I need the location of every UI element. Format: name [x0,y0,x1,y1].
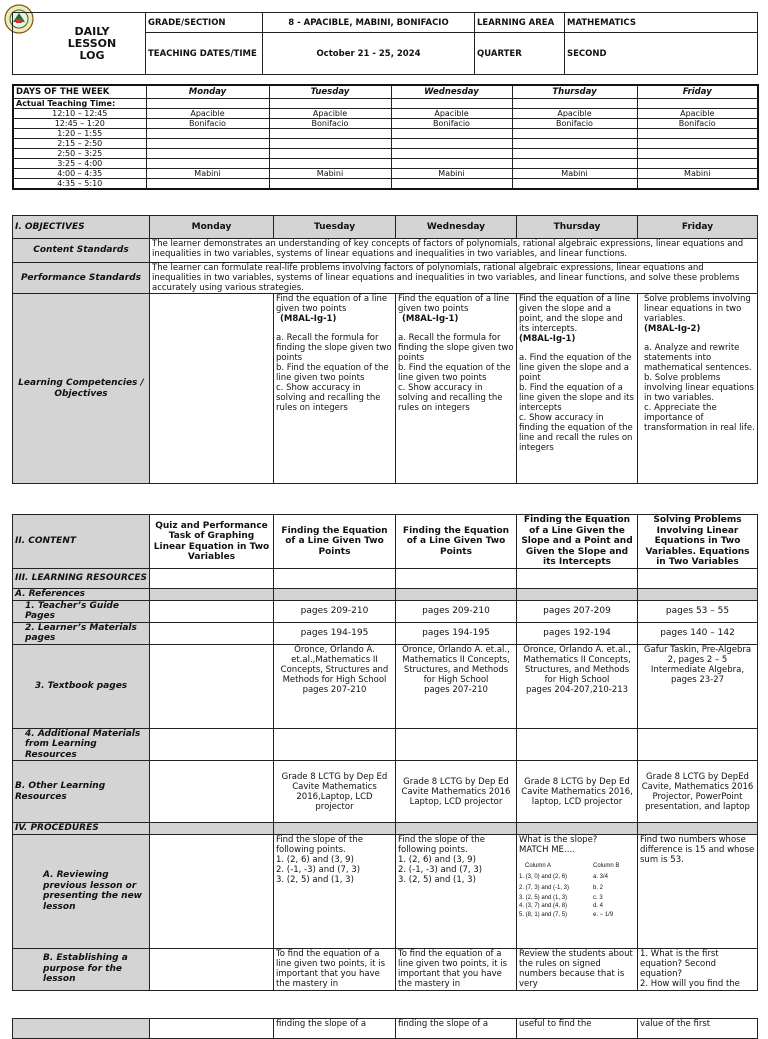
schedule-row [13,138,758,148]
other-resources-cell [150,761,274,823]
teachers-guide-cell: pages 209-210 [274,600,396,622]
match-table [519,861,635,921]
textbook-cell: Oronce, Orlando A. et.al., Mathematics II Concepts, Structures, and Methods for High School pages 204-207,210-213 [517,644,638,728]
continued-cell: value of the first [638,1019,758,1039]
schedule-row [13,118,758,128]
schedule-cell: Mabini [269,168,391,178]
competency-code: (M8AL-Ig-1) [402,314,459,324]
textbook-cell [150,644,274,728]
objectives-heading: I. OBJECTIVES [13,216,150,239]
objectives-day-thursday: Thursday [517,216,638,239]
learners-materials-cell: pages 194-195 [396,622,517,644]
learners-materials-cell: pages 140 – 142 [638,622,758,644]
competency-lead: Find the equation of a line given two points [276,294,388,314]
continued-cell: finding the slope of a [274,1019,396,1039]
match-answer: b. 2 [593,884,604,891]
schedule-cell: Mabini [146,168,269,178]
reviewing-cell [150,834,274,948]
reviewing-cell-thursday [517,834,638,948]
schedule-row [13,158,758,168]
other-resources-label: B. Other Learning Resources [13,761,150,823]
teaching-dates-value: October 21 - 25, 2024 [263,33,475,75]
learning-resources-heading: III. LEARNING RESOURCES [13,569,150,589]
reviewing-cell: Find the slope of the following points. 1. (2, 6) and (3, 9) 2. (-1, -3) and (7, 3) 3. (2, 5) and (1, 3) [396,834,517,948]
reviewing-cell: Find the slope of the following points. 1. (2, 6) and (3, 9) 2. (-1, -3) and (7, 3) 3. (2, 5) and (1, 3) [274,834,396,948]
competency-body: a. Find the equation of the line given the slope and a point b. Find the equation of a line given the slope and its intercepts c. Show accuracy in finding the equation of the line and recall the rules on integers [519,353,634,453]
establishing-cell: To find the equation of a line given two points, it is important that you have the mastery in [396,948,517,990]
schedule-time: 2:15 – 2:50 [13,138,146,148]
continued-cell [150,1019,274,1039]
schedule-time: 4:00 – 4:35 [13,168,146,178]
objectives-table [12,215,758,484]
continued-cell: finding the slope of a [396,1019,517,1039]
schedule-day-friday: Friday [637,85,758,98]
other-resources-cell: Grade 8 LCTG by Dep Ed Cavite Mathematics 2016,Laptop, LCD projector [274,761,396,823]
other-resources-cell: Grade 8 LCTG by Dep Ed Cavite Mathematics 2016 Laptop, LCD projector [396,761,517,823]
other-resources-cell: Grade 8 LCTG by Dep Ed Cavite Mathematics 2016, laptop, LCD projector [517,761,638,823]
procedures-heading: IV. PROCEDURES [13,823,150,835]
match-answer: e. − 1/9 [593,911,614,918]
schedule-cell: Bonifacio [146,118,269,128]
next-page-table [12,1018,758,1039]
schedule-cell: Apacible [146,108,269,118]
learning-area-label: LEARNING AREA [475,13,565,33]
competency-lead: Find the equation of a line given two points [398,294,510,314]
schedule-time: 12:45 – 1:20 [13,118,146,128]
textbook-cell: Oronce, Orlando A. et.al., Mathematics II Concepts, Structures, and Methods for High School pages 207-210 [396,644,517,728]
continued-cell: useful to find the [517,1019,638,1039]
teachers-guide-cell: pages 207-209 [517,600,638,622]
competency-wednesday [396,294,517,484]
establishing-label: B. Establishing a purpose for the lesson [13,948,150,990]
actual-teaching-time-label: Actual Teaching Time: [13,98,146,108]
match-answer: c. 3 [593,894,603,901]
other-resources-cell: Grade 8 LCTG by DepEd Cavite, Mathematics 2016 Projector, PowerPoint presentation, and laptop [638,761,758,823]
content-topic-monday: Quiz and Performance Task of Graphing Linear Equation in Two Variables [150,515,274,569]
schedule-day-monday: Monday [146,85,269,98]
textbook-cell: Gafur Taskin, Pre-Algebra 2, pages 2 – 5 Intermediate Algebra, pages 23-27 [638,644,758,728]
teachers-guide-label: 1. Teacher’s Guide Pages [13,600,150,622]
schedule-row [13,148,758,158]
quarter-label: QUARTER [475,33,565,75]
match-item: 5. (8, 1) and (7, 5) [519,911,568,918]
references-label: A. References [13,589,150,601]
schedule-row [13,168,758,178]
schedule-cell: Apacible [391,108,512,118]
competency-body: a. Recall the formula for finding the slope given two points b. Find the equation of the line given two points c. Show accuracy in solving and recalling the rules on integers [276,333,392,413]
content-topic-friday: Solving Problems Involving Linear Equations in Two Variables. Equations in Two Variables [638,515,758,569]
schedule-row [13,108,758,118]
reviewing-prompt: What is the slope? MATCH ME…. [519,834,598,855]
reviewing-cell: Find two numbers whose difference is 15 and whose sum is 53. [638,834,758,948]
schedule-cell: Bonifacio [637,118,758,128]
content-topic-thursday: Finding the Equation of a Line Given the Slope and a Point and Given the Slope and its Intercepts [517,515,638,569]
establishing-cell: To find the equation of a line given two points, it is important that you have the mastery in [274,948,396,990]
teaching-dates-label: TEACHING DATES/TIME [146,33,263,75]
performance-standards-label: Performance Standards [13,263,150,294]
competency-code: (M8AL-Ig-2) [644,324,701,334]
competency-thursday [517,294,638,484]
grade-section-label: GRADE/SECTION [146,13,263,33]
schedule-day-wednesday: Wednesday [391,85,512,98]
content-standards-label: Content Standards [13,239,150,263]
schedule-row [13,178,758,189]
teachers-guide-cell: pages 209-210 [396,600,517,622]
header-table [12,12,758,75]
match-item: 4. (3, 7) and (4, 8) [519,902,568,909]
competency-code: (M8AL-Ig-1) [519,334,576,344]
learners-materials-label: 2. Learner’s Materials pages [13,622,150,644]
additional-materials-label: 4. Additional Materials from Learning Resources [13,728,150,761]
match-col-b-label: Column B [593,862,620,869]
schedule-day-tuesday: Tuesday [269,85,391,98]
schedule-cell: Apacible [637,108,758,118]
objectives-day-monday: Monday [150,216,274,239]
competency-body: a. Analyze and rewrite statements into mathematical sentences. b. Solve problems involving linear equations in two variables. c. Appreciate the importance of transformation in real life. [644,343,755,433]
teachers-guide-cell [150,600,274,622]
competency-body: a. Recall the formula for finding the slope given two points b. Find the equation of the line given two points c. Show accuracy in solving and recalling the rules on integers [398,333,514,413]
match-item: 3. (2, 5) and (1, 3) [519,894,568,901]
content-standards-text: The learner demonstrates an understanding of key concepts of factors of polynomials, rational algebraic expressions, linear equations and inequalities in two variables, systems of linear equations and inequalities in two variables, and linear functions. [150,239,758,263]
teachers-guide-cell: pages 53 – 55 [638,600,758,622]
match-item: 2. (7, 3) and (-1, 3) [519,884,570,891]
performance-standards-text: The learner can formulate real-life problems involving factors of polynomials, rational algebraic expressions, linear equations and inequalities in two variables, systems of linear equations and inequalities in two variables, and linear functions, and solve these problems accurately using various strategies. [150,263,758,294]
match-col-a-label: Column A [525,862,552,869]
schedule-day-thursday: Thursday [512,85,637,98]
content-table [12,514,758,991]
schedule-time: 4:35 – 5:10 [13,178,146,189]
learners-materials-cell [150,622,274,644]
schedule-cell: Apacible [512,108,637,118]
schedule-cell: Bonifacio [269,118,391,128]
textbook-label: 3. Textbook pages [13,644,150,728]
learners-materials-cell: pages 192-194 [517,622,638,644]
schedule-cell: Mabini [391,168,512,178]
establishing-cell: 1. What is the first equation? Second equation? 2. How will you find the [638,948,758,990]
competency-lead: Find the equation of a line given the slope and a point, and the slope and its intercepts. [519,294,631,334]
competency-code: (M8AL-Ig-1) [280,314,337,324]
schedule-row [13,128,758,138]
learning-area-value: MATHEMATICS [565,13,758,33]
match-answer: d. 4 [593,902,604,909]
schedule-cell: Mabini [512,168,637,178]
objectives-day-friday: Friday [638,216,758,239]
objectives-day-tuesday: Tuesday [274,216,396,239]
competency-monday [150,294,274,484]
quarter-value: SECOND [565,33,758,75]
grade-section-value: 8 - APACIBLE, MABINI, BONIFACIO [263,13,475,33]
schedule-cell: Bonifacio [512,118,637,128]
reviewing-label: A. Reviewing previous lesson or presenting the new lesson [13,834,150,948]
days-of-week-label: DAYS OF THE WEEK [13,85,146,98]
match-item: 1. (3, 0) and (2, 6) [519,873,568,880]
competency-tuesday [274,294,396,484]
content-topic-wednesday: Finding the Equation of a Line Given Two Points [396,515,517,569]
schedule-cell: Bonifacio [391,118,512,128]
content-heading: II. CONTENT [13,515,150,569]
content-topic-tuesday: Finding the Equation of a Line Given Two Points [274,515,396,569]
establishing-cell: Review the students about the rules on signed numbers because that is very [517,948,638,990]
establishing-cell [150,948,274,990]
log-title: DAILY LESSON LOG [13,13,146,75]
objectives-day-wednesday: Wednesday [396,216,517,239]
schedule-table [12,84,759,190]
schedule-time: 3:25 – 4:00 [13,158,146,168]
match-answer: a. 3/4 [593,873,609,880]
schedule-time: 1:20 – 1:55 [13,128,146,138]
textbook-cell: Oronce, Orlando A. et.al.,Mathematics II Concepts, Structures and Methods for High School pages 207-210 [274,644,396,728]
schedule-cell: Apacible [269,108,391,118]
schedule-cell: Mabini [637,168,758,178]
competency-lead: Solve problems involving linear equations in two variables. [644,294,751,324]
competency-friday [638,294,758,484]
schedule-time: 12:10 – 12:45 [13,108,146,118]
competencies-label: Learning Competencies / Objectives [13,294,150,484]
schedule-time: 2:50 – 3:25 [13,148,146,158]
learners-materials-cell: pages 194-195 [274,622,396,644]
